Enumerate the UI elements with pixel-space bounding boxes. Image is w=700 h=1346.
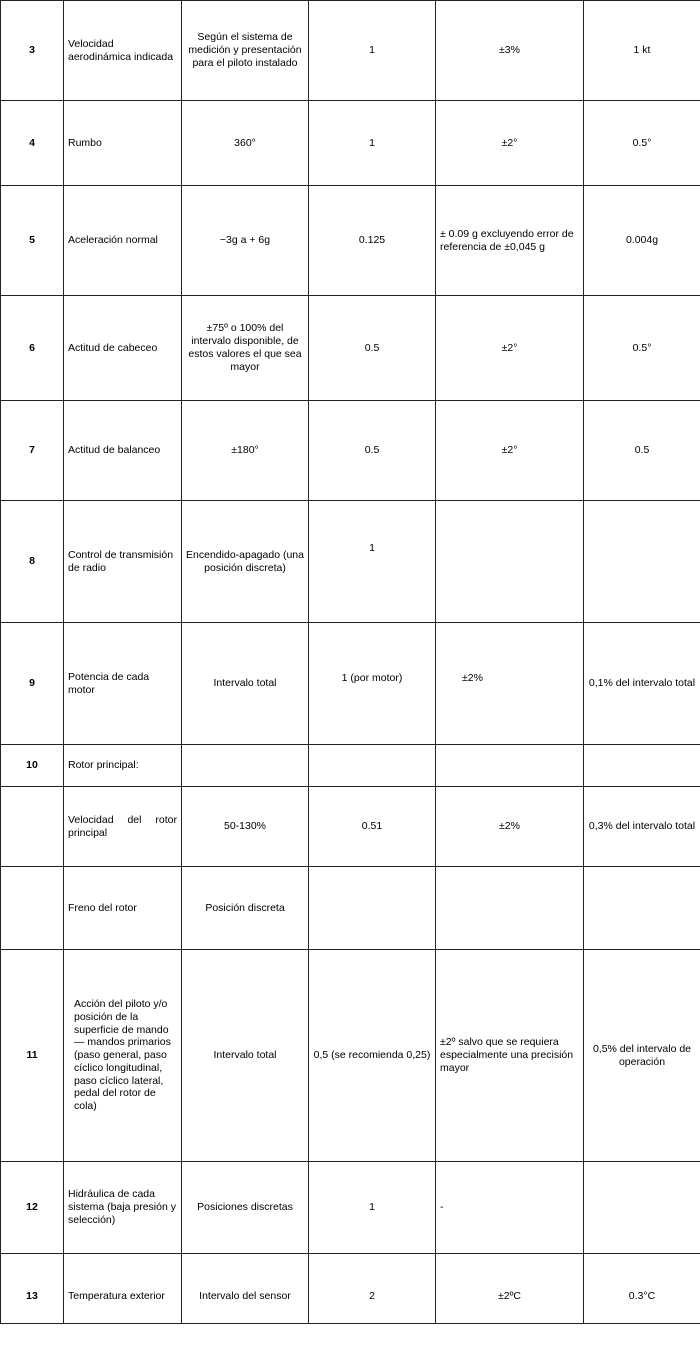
range-cell: Intervalo total [182, 623, 309, 745]
row-number: 7 [1, 401, 64, 501]
accuracy-cell: ±2% [436, 787, 584, 867]
table-row [1, 1, 700, 101]
row-number: 10 [1, 745, 64, 787]
accuracy-cell: - [436, 1162, 584, 1254]
parameter-name: Rotor principal: [64, 745, 182, 787]
row-number: 8 [1, 501, 64, 623]
accuracy-cell [436, 745, 584, 787]
row-number: 9 [1, 623, 64, 745]
resolution-cell [584, 745, 700, 787]
parameter-name: Velocidad aerodinámica indicada [64, 1, 182, 101]
parameter-name: Actitud de cabeceo [64, 296, 182, 401]
parameter-name: Potencia de cada motor [64, 623, 182, 745]
sampling-cell: 0,5 (se recomienda 0,25) [309, 950, 436, 1162]
accuracy-cell: ±2° [436, 401, 584, 501]
table-row [1, 501, 700, 623]
parameter-name: Control de transmisión de radio [64, 501, 182, 623]
accuracy-cell: ±2% [436, 623, 584, 745]
resolution-cell: 0.004g [584, 186, 700, 296]
table-row [1, 745, 700, 787]
resolution-cell: 0.5 [584, 401, 700, 501]
parameter-name: Aceleración normal [64, 186, 182, 296]
range-cell: 360° [182, 101, 309, 186]
range-cell: Intervalo total [182, 950, 309, 1162]
range-cell: ±180° [182, 401, 309, 501]
resolution-cell: 0.3°C [584, 1254, 700, 1324]
sampling-cell: 0.51 [309, 787, 436, 867]
row-number: 4 [1, 101, 64, 186]
resolution-cell: 0,1% del intervalo total [584, 623, 700, 745]
row-number [1, 787, 64, 867]
accuracy-cell: ±2° [436, 101, 584, 186]
accuracy-cell: ±2ºC [436, 1254, 584, 1324]
table-row [1, 101, 700, 186]
sampling-cell: 2 [309, 1254, 436, 1324]
row-number: 5 [1, 186, 64, 296]
sampling-cell [309, 745, 436, 787]
sampling-cell: 1 (por motor) [309, 623, 436, 745]
resolution-cell: 0,3% del intervalo total [584, 787, 700, 867]
sampling-cell: 1 [309, 501, 436, 623]
table-row [1, 296, 700, 401]
resolution-cell [584, 501, 700, 623]
table-row [1, 950, 700, 1162]
range-cell: 50-130% [182, 787, 309, 867]
resolution-cell: 0.5° [584, 296, 700, 401]
table-row [1, 1254, 700, 1324]
range-cell [182, 745, 309, 787]
parameter-name: Hidráulica de cada sistema (baja presión y selección) [64, 1162, 182, 1254]
range-cell: Según el sistema de medición y presentación para el piloto instalado [182, 1, 309, 101]
row-number: 13 [1, 1254, 64, 1324]
accuracy-cell: ± 0.09 g excluyendo error de referencia de ±0,045 g [436, 186, 584, 296]
range-cell: Encendido-apagado (una posición discreta) [182, 501, 309, 623]
row-number: 11 [1, 950, 64, 1162]
accuracy-cell: ±3% [436, 1, 584, 101]
parameter-name: Temperatura exterior [64, 1254, 182, 1324]
row-number: 6 [1, 296, 64, 401]
range-cell: −3g a + 6g [182, 186, 309, 296]
sampling-cell: 1 [309, 1, 436, 101]
table-row [1, 623, 700, 745]
resolution-cell: 0,5% del intervalo de operación [584, 950, 700, 1162]
range-cell: ±75º o 100% del intervalo disponible, de estos valores el que sea mayor [182, 296, 309, 401]
accuracy-cell [436, 501, 584, 623]
parameter-name: Actitud de balanceo [64, 401, 182, 501]
parameter-name: Velocidad del rotor principal [64, 787, 182, 867]
range-cell: Intervalo del sensor [182, 1254, 309, 1324]
resolution-cell: 1 kt [584, 1, 700, 101]
sampling-cell [309, 867, 436, 950]
accuracy-cell: ±2º salvo que se requiera especialmente una precisión mayor [436, 950, 584, 1162]
table-row [1, 401, 700, 501]
row-number: 12 [1, 1162, 64, 1254]
table-row [1, 787, 700, 867]
table-row [1, 186, 700, 296]
accuracy-cell: ±2° [436, 296, 584, 401]
table-row [1, 867, 700, 950]
resolution-cell [584, 867, 700, 950]
sampling-cell: 0.5 [309, 401, 436, 501]
parameter-name: Freno del rotor [64, 867, 182, 950]
sampling-cell: 1 [309, 101, 436, 186]
row-number: 3 [1, 1, 64, 101]
accuracy-cell [436, 867, 584, 950]
sampling-cell: 0.125 [309, 186, 436, 296]
range-cell: Posición discreta [182, 867, 309, 950]
parameter-name: Rumbo [64, 101, 182, 186]
row-number [1, 867, 64, 950]
table-row [1, 1162, 700, 1254]
parameter-name: Acción del piloto y/o posición de la superficie de mando — mandos primarios (paso general, paso cíclico longitudinal, paso cíclico lateral, pedal del rotor de cola) [64, 950, 182, 1162]
sampling-cell: 0.5 [309, 296, 436, 401]
resolution-cell [584, 1162, 700, 1254]
resolution-cell: 0.5° [584, 101, 700, 186]
range-cell: Posiciones discretas [182, 1162, 309, 1254]
sampling-cell: 1 [309, 1162, 436, 1254]
